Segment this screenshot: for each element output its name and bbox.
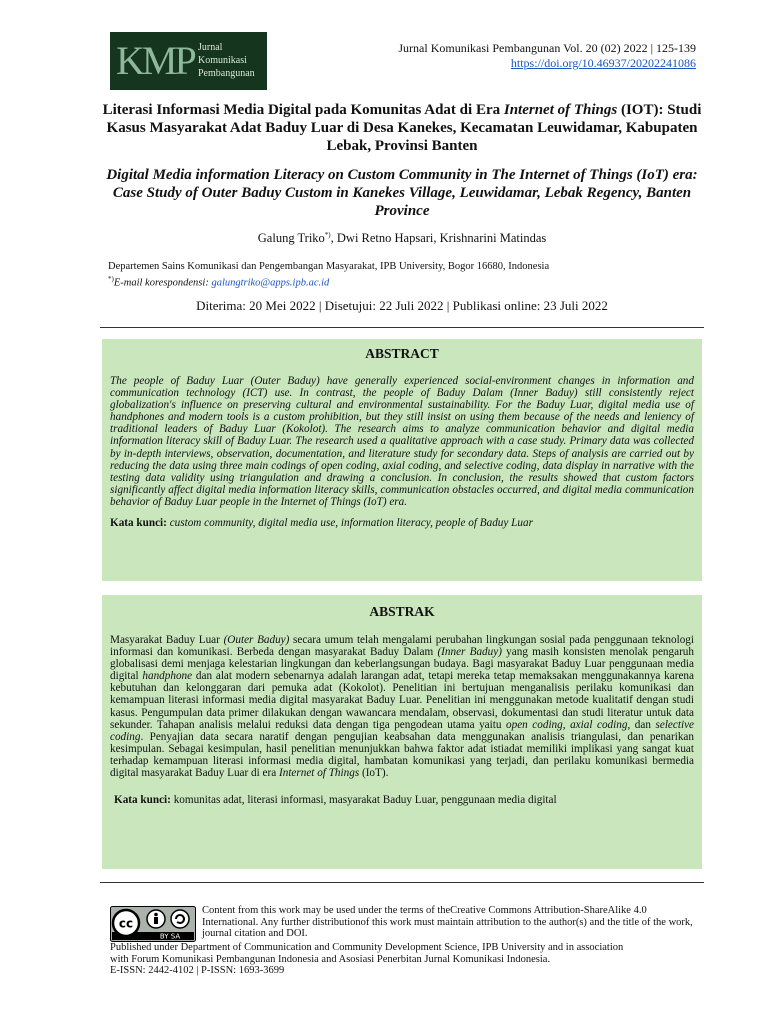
abstrak-text-1: Masyarakat Baduy Luar	[110, 634, 224, 646]
abstrak-body	[110, 634, 694, 779]
title-part-2: (IOT): Studi Kasus Masyarakat Adat Baduy Luar di Desa Kanekes, Kecamatan Leuwidamar, Kabupaten Lebak, Provinsi Banten	[106, 102, 702, 154]
journal-citation: Jurnal Komunikasi Pembangunan Vol. 20 (02) 2022 | 125-139	[398, 41, 696, 55]
author-rest: , Dwi Retno Hapsari, Krishnarini Matindas	[330, 231, 547, 246]
logo-line-3: Pembangunan	[198, 68, 255, 79]
email-link[interactable]: galungtriko@apps.ipb.ac.id	[211, 277, 330, 289]
author-corresponding-mark: *)	[324, 231, 331, 239]
cc-badge-label: BY SA	[159, 932, 181, 941]
abstrak-italic-6: Internet of Things	[279, 767, 360, 780]
abstrak-text-7: (IoT).	[359, 767, 389, 780]
author-first: Galung Triko	[257, 231, 325, 246]
abstrak-keywords	[110, 794, 694, 806]
top-divider	[100, 327, 704, 328]
bottom-divider	[100, 882, 704, 883]
abstrak-text-5: dan	[630, 718, 656, 731]
title-italic: Internet of Things	[503, 102, 618, 118]
abstrak-text-4: dan alat modern sebenarnya adalah larangan adat, tetapi mereka tetap memaksakan menggunakannya karena kebutuhan dan kelonggaran dari pemuka adat (Kokolot). Penelitian ini bertujuan menganalisis perilaku komunikasi dan kemampuan literasi informasi media digital masyarakat Baduy Luar. Penelitian ini menggunakan metode kualitatif dengan studi kasus. Pengumpulan data primer dilakukan dengan wawancara mendalam, observasi, dokumentasi dan studi literatur untuk data sekunder. Tahapan analisis melalui reduksi data dengan tiga pengodean utama yaitu	[110, 670, 694, 731]
abstrak-text-2: secara umum telah mengalami perubahan lingkungan sosial pada penggunaan teknologi informasi dan komunikasi. Berbeda dengan masyarakat Baduy Dalam	[110, 634, 694, 659]
logo-line-1: Jurnal	[198, 42, 223, 53]
journal-header	[398, 41, 696, 71]
correspondence	[108, 273, 549, 290]
abstrak-heading: ABSTRAK	[369, 604, 435, 619]
doi-link[interactable]: https://doi.org/10.46937/20202241086	[510, 56, 696, 70]
abstrak-italic-1: (Outer Baduy)	[223, 634, 290, 646]
abstrak-box	[102, 595, 702, 869]
issn: E-ISSN: 2442-4102 | P-ISSN: 1693-3699	[110, 965, 285, 976]
abstrak-keywords-label: Kata kunci:	[114, 794, 174, 807]
abstract-box	[102, 339, 702, 581]
logo-text	[198, 41, 255, 80]
abstrak-text-3: yang masih konsisten menolak pengaruh globalisasi demi menjaga kelestarian lingkungan dan keberlangsungan budaya. Bagi masyarakat Baduy Luar penggunaan media digital	[110, 646, 694, 683]
svg-text:cc: cc	[118, 916, 134, 931]
affiliation	[108, 261, 549, 290]
sa-icon	[171, 910, 189, 928]
publisher-info	[110, 942, 710, 977]
abstrak-italic-3: handphone	[142, 670, 193, 683]
abstrak-italic-4: open coding, axial coding,	[506, 718, 631, 731]
title-part-1: Literasi Informasi Media Digital pada Komunitas Adat di Era	[102, 102, 504, 118]
abstract-keywords-list: custom community, digital media use, information literacy, people of Baduy Luar	[166, 517, 533, 530]
abstract-body: The people of Baduy Luar (Outer Baduy) have generally experienced social-environment changes in information and communication technology (ICT) use. In contrast, the people of Baduy Dalam (Inner Baduy) still consistently reject globalization's influence on preserving cultural and environmental sustainability. For the Baduy Luar, digital media use of handphones and modern tools is a custom prohibition, but they still insist on using them because of the needs and leniency of traditional leaders of Baduy Luar (Kokolot). The research aims to analyze communication behavior and digital media information literacy skill of Baduy Luar. The research used a qualitative approach with a case study. Primary data was collected by in-depth interviews, observation, documentation, and literature study for secondary data. Steps of analysis are carried out by reducing the data using three main codings of open coding, axial coding, and selective coding, data display in narrative with the testing data validity using triangulation and drawing a conclusion. In conclusion, the results showed that custom factors significantly affect digital media information literacy skills, communication obstacles occurred, and digital media communication behavior of Baduy Luar people in the Internet of Things (IoT) era.	[110, 375, 694, 508]
logo-mark: KMP	[116, 38, 194, 83]
abstrak-italic-2: (Inner Baduy)	[437, 646, 502, 659]
publication-dates: Diterima: 20 Mei 2022 | Disetujui: 22 Juli 2022 | Publikasi online: 23 Juli 2022	[196, 298, 608, 313]
abstrak-italic-5: selective coding	[110, 718, 695, 743]
abstract-keywords	[110, 517, 694, 529]
paper-title-english: Digital Media information Literacy on Custom Community in The Internet of Things (IoT) era: Case Study of Outer Baduy Custom in Kanekes Village, Leuwidamar, Lebak Regency, Banten Province	[106, 167, 698, 219]
abstrak-text-6: . Penyajian data secara naratif dengan pengujian keabsahan data menggunakan analisis triangulasi, dan penarikan kesimpulan. Sebagai kesimpulan, hasil penelitian menunjukkan bahwa faktor adat istiadat memiliki implikasi yang sangat kuat terhadap kemampuan literasi informasi media digital, hambatan komunikasi yang terjadi, dan perilaku komunikasi bermedia digital masyarakat Baduy Luar di era	[110, 730, 694, 780]
cc-by-sa-badge[interactable]	[110, 906, 196, 942]
correspondence-label: E-mail korespondensi:	[113, 277, 212, 289]
publisher-line-2: with Forum Komunikasi Pembangunan Indonesia and Asosiasi Penerbitan Jurnal Komunikasi Indonesia.	[110, 953, 551, 965]
paper-title	[100, 101, 704, 155]
abstrak-keywords-list: komunitas adat, literasi informasi, masyarakat Baduy Luar, penggunaan media digital	[173, 794, 557, 807]
abstract-heading: ABSTRACT	[365, 346, 439, 361]
author-list	[0, 231, 768, 246]
correspondence-mark: *)	[108, 275, 114, 283]
logo-line-2: Komunikasi	[198, 55, 247, 66]
license-text: Content from this work may be used under the terms of theCreative Commons Attribution-ShareAlike 4.0 International. Any further distributionof this work must maintain attribution to the author(s) and the title of the work, journal citation and DOI.	[202, 905, 693, 939]
affiliation-department: Departemen Sains Komunikasi dan Pengembangan Masyarakat, IPB University, Bogor 16680, Indonesia	[108, 261, 550, 272]
publisher-line-1: Published under Department of Communication and Community Development Science, IPB University and in association	[110, 942, 624, 953]
journal-logo	[110, 32, 267, 90]
abstract-keywords-label: Kata kunci:	[110, 517, 167, 530]
